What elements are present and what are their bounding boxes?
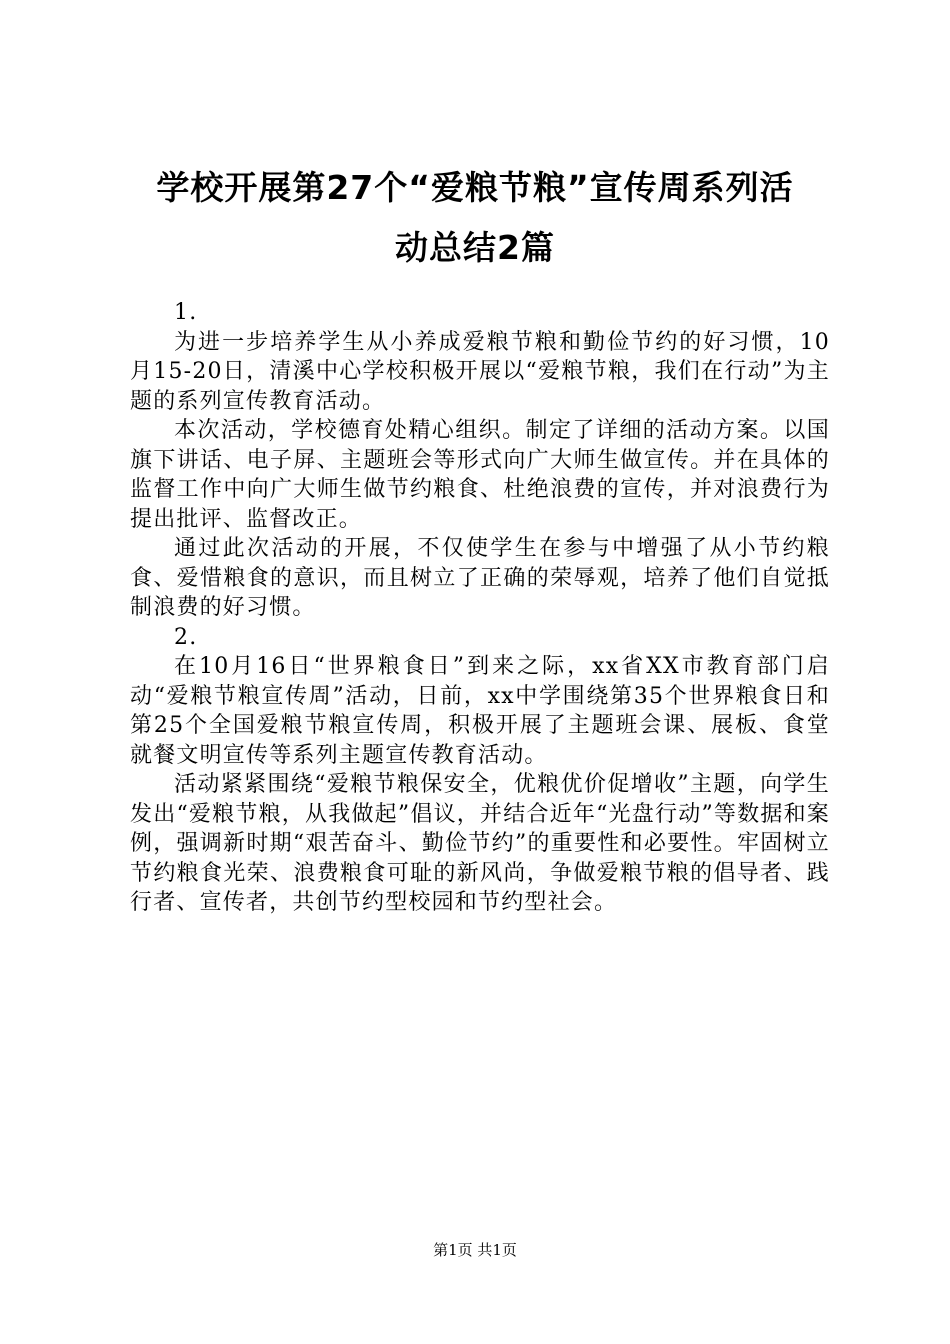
title-line-2: 动总结2篇 bbox=[395, 228, 555, 267]
paragraph: 活动紧紧围绕“爱粮节粮保安全，优粮优价促增收”主题，向学生发出“爱粮节粮，从我做起”倡议，并结合近年“光盘行动”等数据和案例，强调新时期“艰苦奋斗、勤俭节约”的重要性和必要性。牢固树立节约粮食光荣、浪费粮食可耻的新风尚，争做爱粮节粮的倡导者、践行者、宣传者，共创节约型校园和节约型社会。 bbox=[130, 772, 830, 915]
section-number-1: 1. bbox=[174, 300, 198, 325]
section-number-2: 2. bbox=[174, 624, 198, 650]
page-footer: 第1页 共1页 bbox=[433, 1241, 517, 1259]
paragraph: 为进一步培养学生从小养成爱粮节粮和勤俭节约的好习惯，10月15-20日，清溪中心学校积极开展以“爱粮节粮，我们在行动”为主题的系列宣传教育活动。 bbox=[130, 329, 830, 414]
paragraph: 本次活动，学校德育处精心组织。制定了详细的活动方案。以国旗下讲话、电子屏、主题班会等形式向广大师生做宣传。并在具体的监督工作中向广大师生做节约粮食、杜绝浪费的宣传，并对浪费行为提出批评、监督改正。 bbox=[130, 418, 830, 532]
paragraph: 通过此次活动的开展，不仅使学生在参与中增强了从小节约粮食、爱惜粮食的意识，而且树立了正确的荣辱观，培养了他们自觉抵制浪费的好习惯。 bbox=[130, 536, 830, 620]
document-title bbox=[110, 158, 840, 278]
paragraph: 在10月16日“世界粮食日”到来之际，xx省XX市教育部门启动“爱粮节粮宣传周”活动，日前，xx中学围绕第35个世界粮食日和第25个全国爱粮节粮宣传周，积极开展了主题班会课、展板、食堂就餐文明宣传等系列主题宣传教育活动。 bbox=[130, 654, 830, 768]
title-line-1: 学校开展第27个“爱粮节粮”宣传周系列活 bbox=[156, 168, 794, 207]
document-body bbox=[130, 298, 830, 918]
